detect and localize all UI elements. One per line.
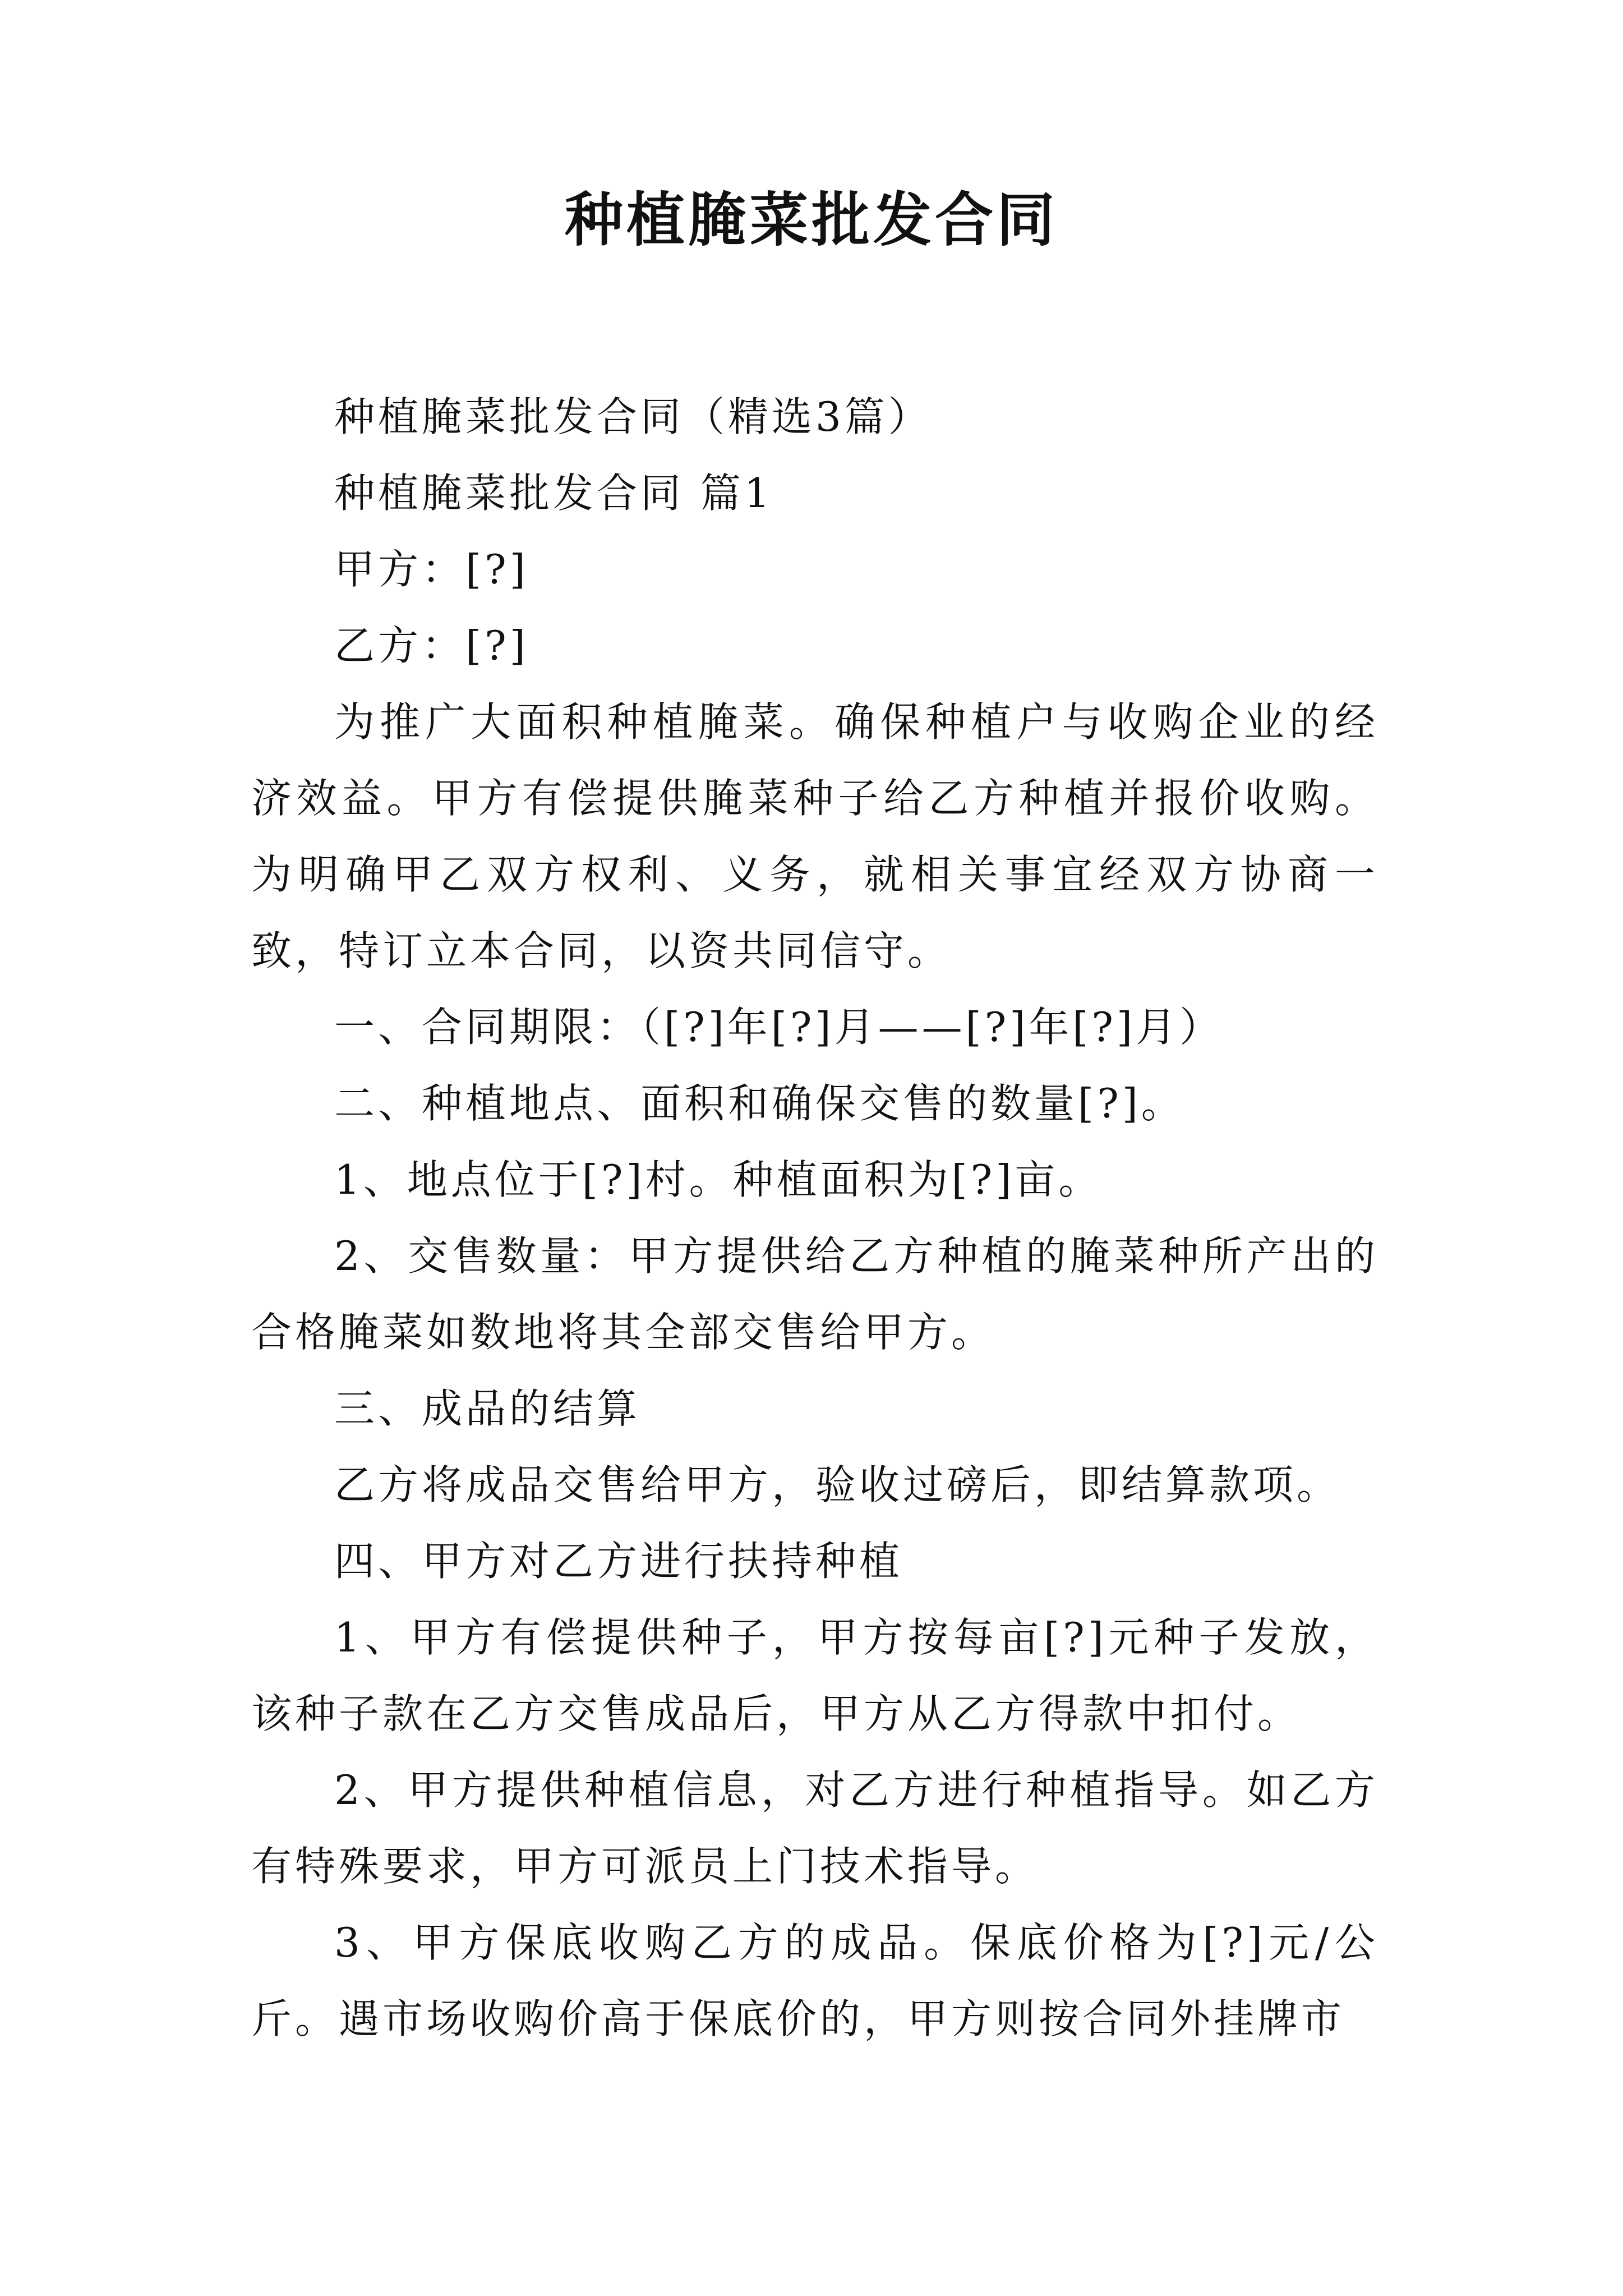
preamble-paragraph: 为推广大面积种植腌菜。确保种植户与收购企业的经济效益。甲方有偿提供腌菜种子给乙方种植并报价收购。为明确甲乙双方权利、义务，就相关事宜经双方协商一致，特订立本合同，以资共同信守。 [251,698,1378,974]
section-heading-paragraph: 种植腌菜批发合同 篇1 [334,470,773,517]
contract-term-paragraph: 一、合同期限：（[?]年[?]月——[?]年[?]月） [334,1004,1224,1051]
subtitle-paragraph: 种植腌菜批发合同（精选3篇） [334,393,932,440]
settlement-heading: 三、成品的结算 [334,1385,641,1432]
location-paragraph: 1、地点位于[?]村。种植面积为[?]亩。 [334,1156,1103,1203]
location-area-quantity-heading: 二、种植地点、面积和确保交售的数量[?]。 [334,1080,1185,1127]
party-b-line: 乙方：[?] [334,622,529,669]
document-body [251,379,1378,2057]
party-a-line: 甲方：[?] [334,546,529,593]
document-title: 种植腌菜批发合同 [564,185,1058,254]
seed-supply-paragraph: 1、甲方有偿提供种子，甲方按每亩[?]元种子发放，该种子款在乙方交售成品后，甲方从乙方得款中扣付。 [251,1614,1378,1737]
support-heading: 四、甲方对乙方进行扶持种植 [334,1538,903,1585]
minimum-price-paragraph: 3、甲方保底收购乙方的成品。保底价格为[?]元/公斤。遇市场收购价高于保底价的，甲方则按合同外挂牌市 [251,1919,1378,2042]
delivery-quantity-paragraph: 2、交售数量：甲方提供给乙方种植的腌菜种所产出的合格腌菜如数地将其全部交售给甲方。 [251,1232,1378,1356]
technical-guidance-paragraph: 2、甲方提供种植信息，对乙方进行种植指导。如乙方有特殊要求，甲方可派员上门技术指导。 [251,1766,1378,1890]
settlement-paragraph: 乙方将成品交售给甲方，验收过磅后，即结算款项。 [334,1461,1341,1508]
